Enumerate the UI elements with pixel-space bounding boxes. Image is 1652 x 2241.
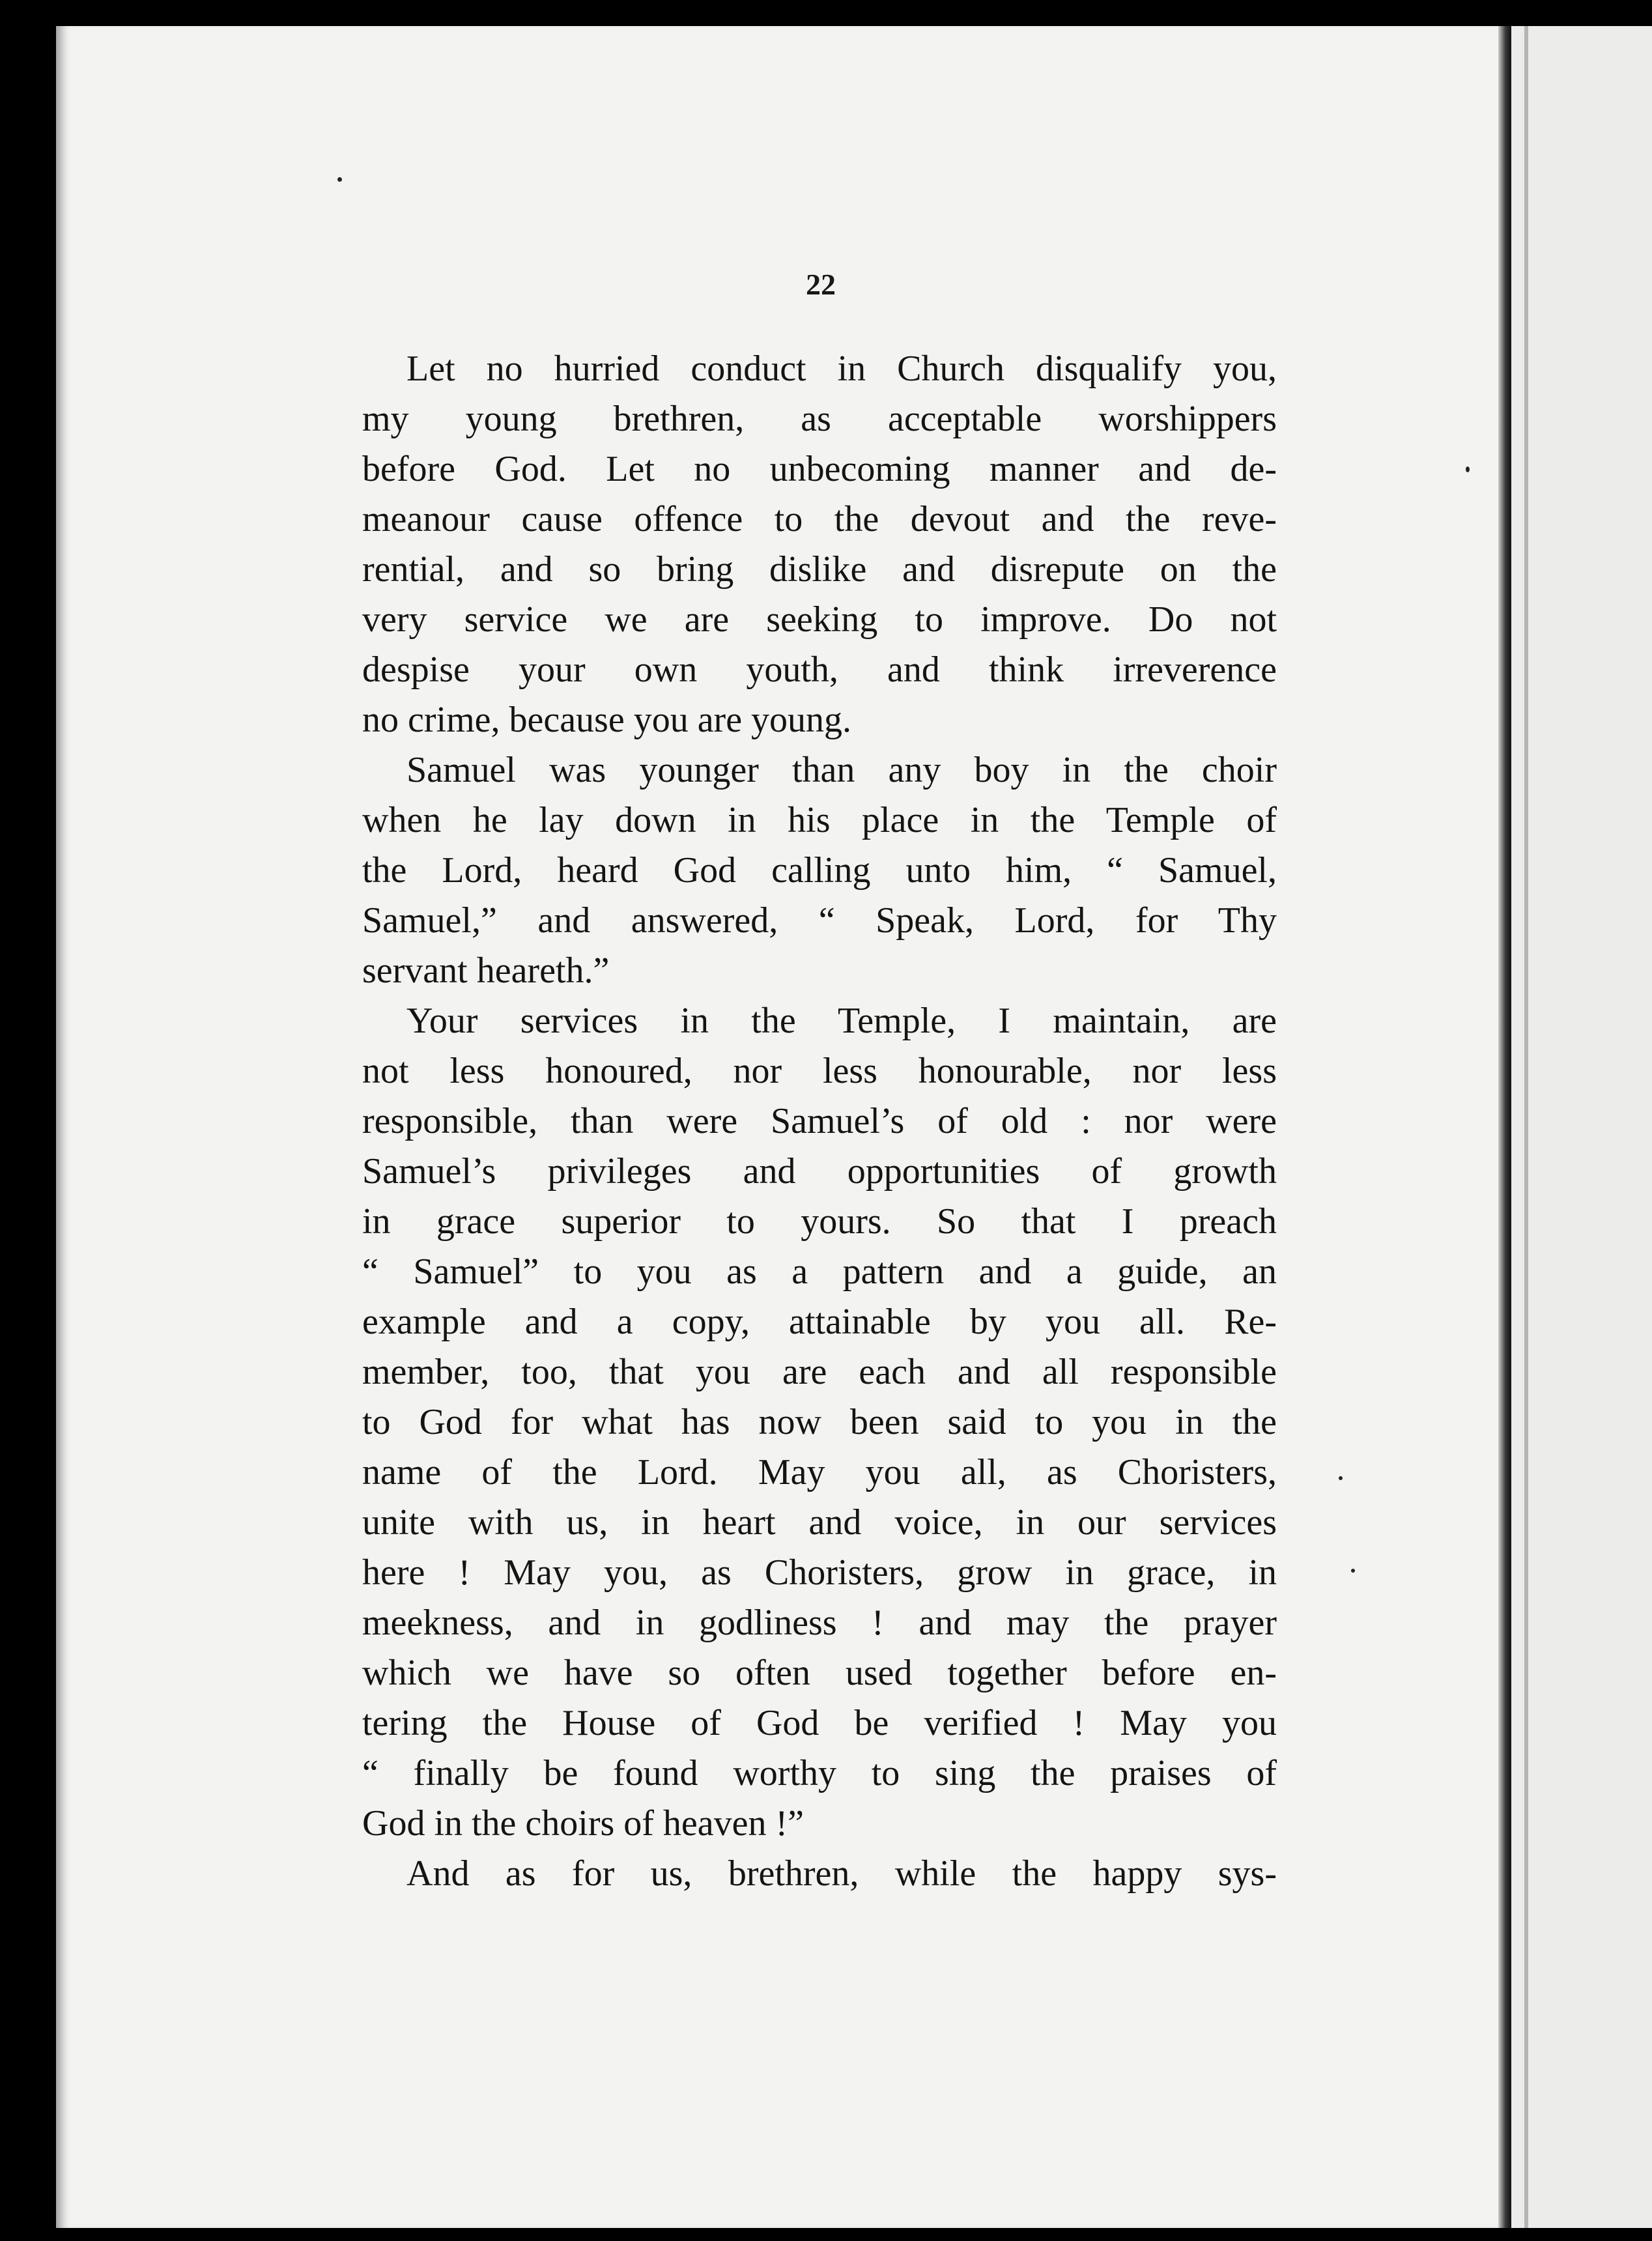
- right-page-edge: [1511, 26, 1652, 2228]
- scan-speck: [1466, 466, 1470, 472]
- page-number: 22: [806, 268, 836, 301]
- text-line: meekness, and in godliness ! and may the prayer: [362, 1603, 1277, 1643]
- text-line: example and a copy, attainable by you all. Re-: [362, 1302, 1277, 1342]
- body-text: [362, 344, 1277, 1899]
- text-line: not less honoured, nor less honourable, nor less: [362, 1051, 1277, 1091]
- text-line: tering the House of God be verified ! May you: [362, 1703, 1277, 1743]
- text-line: to God for what has now been said to you in the: [362, 1402, 1277, 1442]
- scan-speck: [1339, 1476, 1343, 1480]
- text-line: Samuel,” and answered, “ Speak, Lord, for Thy: [362, 900, 1277, 941]
- text-line: servant heareth.”: [362, 950, 610, 991]
- text-line: despise your own youth, and think irreverence: [362, 649, 1277, 690]
- text-line: no crime, because you are young.: [362, 700, 852, 740]
- text-line: God in the choirs of heaven !”: [362, 1803, 804, 1844]
- text-line: my young brethren, as acceptable worshippers: [362, 399, 1277, 439]
- book-spine: [1498, 26, 1511, 2228]
- text-line: “ Samuel” to you as a pattern and a guide, an: [362, 1251, 1277, 1292]
- right-page-fold: [1524, 26, 1528, 2228]
- scan-speck: [337, 177, 342, 182]
- text-line: in grace superior to yours. So that I preach: [362, 1201, 1277, 1242]
- text-line: before God. Let no unbecoming manner and de-: [362, 449, 1277, 489]
- text-line: which we have so often used together before en-: [362, 1653, 1277, 1693]
- text-line: responsible, than were Samuel’s of old : nor were: [362, 1101, 1277, 1141]
- text-line: very service we are seeking to improve. Do not: [362, 599, 1277, 640]
- text-line: meanour cause offence to the devout and the reve-: [362, 499, 1277, 539]
- text-line: when he lay down in his place in the Temple of: [362, 800, 1277, 840]
- text-line: here ! May you, as Choristers, grow in grace, in: [362, 1552, 1277, 1593]
- scan-speck: [1351, 1569, 1355, 1573]
- text-line: name of the Lord. May you all, as Choristers,: [362, 1452, 1277, 1492]
- text-line: Let no hurried conduct in Church disqualify you,: [406, 349, 1277, 389]
- text-line: rential, and so bring dislike and disrepute on the: [362, 549, 1277, 590]
- text-line: the Lord, heard God calling unto him, “ Samuel,: [362, 850, 1277, 891]
- text-line: Your services in the Temple, I maintain, are: [406, 1001, 1277, 1041]
- text-line: Samuel’s privileges and opportunities of growth: [362, 1151, 1277, 1192]
- text-line: member, too, that you are each and all responsible: [362, 1352, 1277, 1392]
- text-line: “ finally be found worthy to sing the praises of: [362, 1753, 1277, 1793]
- text-line: And as for us, brethren, while the happy sys-: [406, 1853, 1277, 1894]
- text-line: Samuel was younger than any boy in the choir: [406, 750, 1277, 790]
- text-line: unite with us, in heart and voice, in our services: [362, 1502, 1277, 1543]
